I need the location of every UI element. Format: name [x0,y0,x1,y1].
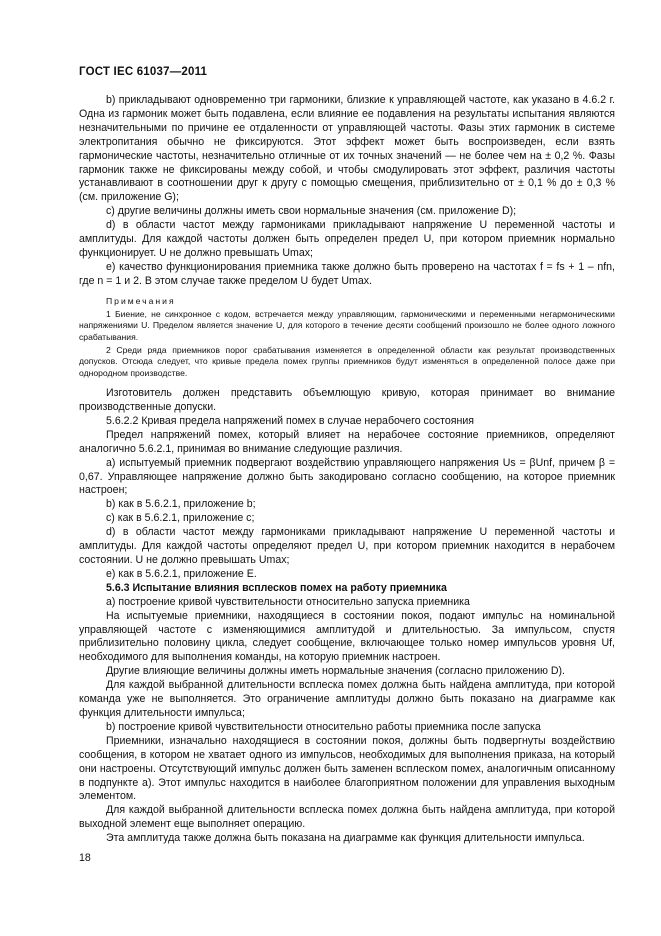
note-1: 1 Биение, не синхронное с кодом, встречается между управляющим, гармоническими и переменными негармоническими напряжениями U. Пределом является значение U, для которого в течение десяти сообщений произошло не более одного ложного срабатывания. [79,308,615,342]
paragraph-b: b) прикладывают одновременно три гармоники, близкие к управляющей частоте, как указано в 4.6.2 г. Одна из гармоник может быть подавлена, если влияние ее подавления на результаты испытания являются незначительными по причине ее отдаленности от управляющей частоты. Фазы этих гармоник в системе электропитания обычно не фиксируются. Этот эффект может быть воспроизведен, если взять гармонические частоты, незначительно отличные от их точных значений — не более чем на ± 0,2 %. Фазы гармоник также не фиксированы между собой, и чтобы смодулировать этот эффект, различия частоты устанавливают в соотношении друг к другу с помощью смещения, приблизительно от ± 0,1 % до ± 0,3 % (см. приложение G); [79,94,615,204]
paragraph-a3: а) построение кривой чувствительности относительно запуска приемника [106,595,470,608]
paragraph-d: d) в области частот между гармониками прикладывают напряжение U переменной частоты и амплитуды. Для каждой частоты должен быть определен предел U, при котором приемник нормально функционирует. U не должно превышать Umax; [79,219,615,259]
notes-title: Примечания [106,295,176,306]
paragraph-c: c) другие величины должны иметь свои нормальные значения (см. приложение D); [106,205,517,218]
paragraph-intro: Предел напряжений помех, который влияет на нерабочее состояние приемников, определяют аналогично 5.6.2.1, принимая во внимание следующие различия. [79,428,615,455]
subsection-5-6-2-2-title: 5.6.2.2 Кривая предела напряжений помех в случае нерабочего состояния [106,414,475,427]
section-heading: 5.6.3 Испытание влияния всплесков помех на работу приемника [106,581,447,594]
page-number: 18 [79,852,91,864]
paragraph-e2: e) как в 5.6.2.1, приложение Е. [106,567,257,580]
page-body [79,94,615,846]
note-2: 2 Среди ряда приемников порог срабатывания изменяется в определенной области как результат производственных допусков. Отсюда следует, что кривые предела помех группы приемников будут изменяться в определенной полосе даже при однородном производстве. [79,344,615,378]
paragraph-b2: b) как в 5.6.2.1, приложение b; [106,498,256,511]
paragraph-amplitude-1: Для каждой выбранной длительности всплеска помех должна быть найдена амплитуда, при которой команда уже не выполняется. Это ограничение амплитуды должно быть показано на диаграмме как функция длительности импульса; [79,679,615,719]
document-header: ГОСТ IEC 61037—2011 [79,66,208,78]
paragraph-amplitude-2: Для каждой выбранной длительности всплеска помех должна быть найдена амплитуда, при которой выходной элемент еще выполняет операцию. [79,804,615,831]
paragraph-d2: d) в области частот между гармониками прикладывают напряжение U переменной частоты и амплитуды. Для каждой частоты определяют предел U, при котором приемник находится в нерабочем состоянии. U не должно превышать Umax; [79,526,615,566]
paragraph-c2: c) как в 5.6.2.1, приложение с; [106,512,255,525]
paragraph-e: e) качество функционирования приемника также должно быть проверено на частотах f = fs + 1 – nfn, где n = 1 и 2. В этом случае также пределом U будет Umax. [79,260,615,287]
paragraph-b3: b) построение кривой чувствительности относительно работы приемника после запуска [106,720,541,733]
paragraph-other: Другие влияющие величины должны иметь нормальные значения (согласно приложению D). [106,665,565,678]
paragraph-receivers: Приемники, изначально находящиеся в состоянии покоя, должны быть подвергнуты воздействию сообщения, в котором не хватает одного из импульсов, необходимых для выполнения приказа, на который они настроены. Отсутствующий импульс должен быть заменен всплеском помех, аналогичным описанному в подпункте а). Этот импульс находится в наиболее благоприятном положении для управления выходным элементом. [79,734,615,803]
paragraph-final: Эта амплитуда также должна быть показана на диаграмме как функция длительности импульса. [106,832,585,845]
manufacturer-paragraph: Изготовитель должен представить объемлющую кривую, которая принимает во внимание производственные допуски. [79,387,615,414]
paragraph-a2: а) испытуемый приемник подвергают воздействию управляющего напряжения Us = βUnf, причем β = 0,67. Управляющее напряжение должно быть закодировано согласно сообщению, на которое приемник настроен; [79,456,615,497]
paragraph-pulse: На испытуемые приемники, находящиеся в состоянии покоя, подают импульс на номинальной управляющей частоте с изменяющимися амплитудой и длительностью. За импульсом, спустя приблизительно половину цикла, следует сообщение, включающее только номер импульсов уровня Uf, необходимого для выполнения команды, на которую приемник настроен. [79,609,615,664]
